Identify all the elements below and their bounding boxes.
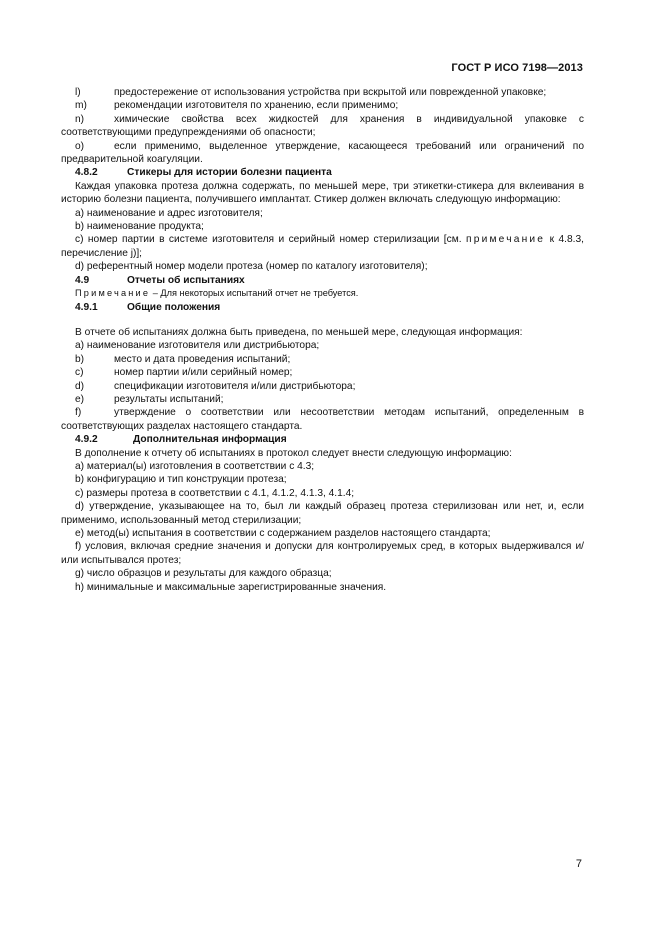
section-number: 4.9 [75,274,90,286]
list-item: e) метод(ы) испытания в соответствии с содержанием разделов настоящего стандарта; [75,528,491,539]
list-item: g) число образцов и результаты для каждого образца; [75,568,332,580]
list-marker: l) [75,87,81,98]
list-marker: o) [75,140,85,152]
list-text: к 4.8.3, перечисление j)]; [61,234,584,259]
list-text: утверждение о соответствии или несоответствии методам испытаний, определенным в соответствующих разделах настоящего стандарта. [61,407,584,432]
list-marker: d) [75,380,85,392]
list-item-m [61,99,584,112]
list-text: спецификации изготовителя и/или дистрибьютора; [114,380,356,392]
list-marker: b) [75,353,85,365]
list-marker: e) [75,393,85,405]
list-text: номер партии и/или серийный номер; [114,367,293,379]
document-body [61,86,584,594]
list-item: d) референтный номер модели протеза (номер по каталогу изготовителя); [75,261,428,273]
list-marker: m) [75,100,87,112]
list-text: рекомендации изготовителя по хранению, если применимо; [114,100,399,112]
section-title: Отчеты об испытаниях [127,274,245,286]
list-marker: f) [75,407,82,419]
section-title: Стикеры для истории болезни пациента [127,167,332,179]
list-item: d) утверждение, указывающее на то, был ли каждый образец протеза стерилизован или нет, и, если применимо, использованный метод стерилизации; [61,501,584,526]
list-item [61,353,584,366]
list-text: если применимо, выделенное утверждение, касающееся требований или ограничений по предварительной коагуляции. [61,140,584,166]
paragraph: Каждая упаковка протеза должна содержать, по меньшей мере, три этикетки-стикера для вклеивания в историю болезни пациента, получившего имплантат. Стикер должен включать следующую информацию: [61,180,584,206]
list-item [61,393,584,406]
paragraph: В дополнение к отчету об испытаниях в протокол следует внести следующую информацию: [75,447,512,459]
section-number: 4.8.2 [75,167,98,179]
section-number: 4.9.1 [75,301,98,313]
list-item: a) наименование изготовителя или дистрибьютора; [75,340,320,352]
list-text: предостережение от использования устройства при вскрытой или поврежденной упаковке; [114,87,547,98]
section-title: Дополнительная информация [133,434,287,446]
document-header: ГОСТ Р ИСО 7198—2013 [451,62,583,74]
list-text: химические свойства всех жидкостей для хранения в индивидуальной упаковке с соответствующими предупреждениями об опасности; [61,113,584,139]
note [61,287,584,300]
note-text: – Для некоторых испытаний отчет не требуется. [152,288,359,299]
list-item-l [61,86,584,99]
list-item: b) наименование продукта; [75,221,204,233]
spacer [61,314,584,326]
section-number: 4.9.2 [75,434,98,446]
list-marker: n) [75,113,85,125]
section-title: Общие положения [127,301,221,313]
page-number: 7 [575,858,582,870]
section-heading-4-9-2 [61,433,584,446]
note-label: Примечание [75,288,151,299]
list-text: c) номер партии в системе изготовителя и серийный номер стерилизации [см. [75,234,462,246]
section-heading-4-9-1 [61,301,584,314]
paragraph: В отчете об испытаниях должна быть приведена, по меньшей мере, следующая информация: [75,326,523,338]
list-marker: c) [75,367,84,379]
section-heading-4-9 [61,274,584,287]
list-item: b) конфигурацию и тип конструкции протеза; [75,474,287,486]
list-item: c) размеры протеза в соответствии с 4.1, 4.1.2, 4.1.3, 4.1.4; [75,487,355,499]
list-item-o [61,140,584,167]
list-item [61,406,584,433]
list-item [61,366,584,379]
section-heading-4-8-2 [61,166,584,179]
list-item: a) материал(ы) изготовления в соответствии с 4.3; [75,460,315,472]
list-item [61,233,584,260]
list-item [61,380,584,393]
note-reference: примечание [466,234,546,246]
list-text: место и дата проведения испытаний; [114,353,291,365]
list-text: результаты испытаний; [114,393,224,405]
list-item: a) наименование и адрес изготовителя; [75,207,263,219]
list-item: h) минимальные и максимальные зарегистрированные значения. [75,581,387,593]
list-item-n [61,113,584,140]
list-item: f) условия, включая средние значения и допуски для контролируемых сред, в которых выдерживался и/или испытывался протез; [61,541,584,566]
